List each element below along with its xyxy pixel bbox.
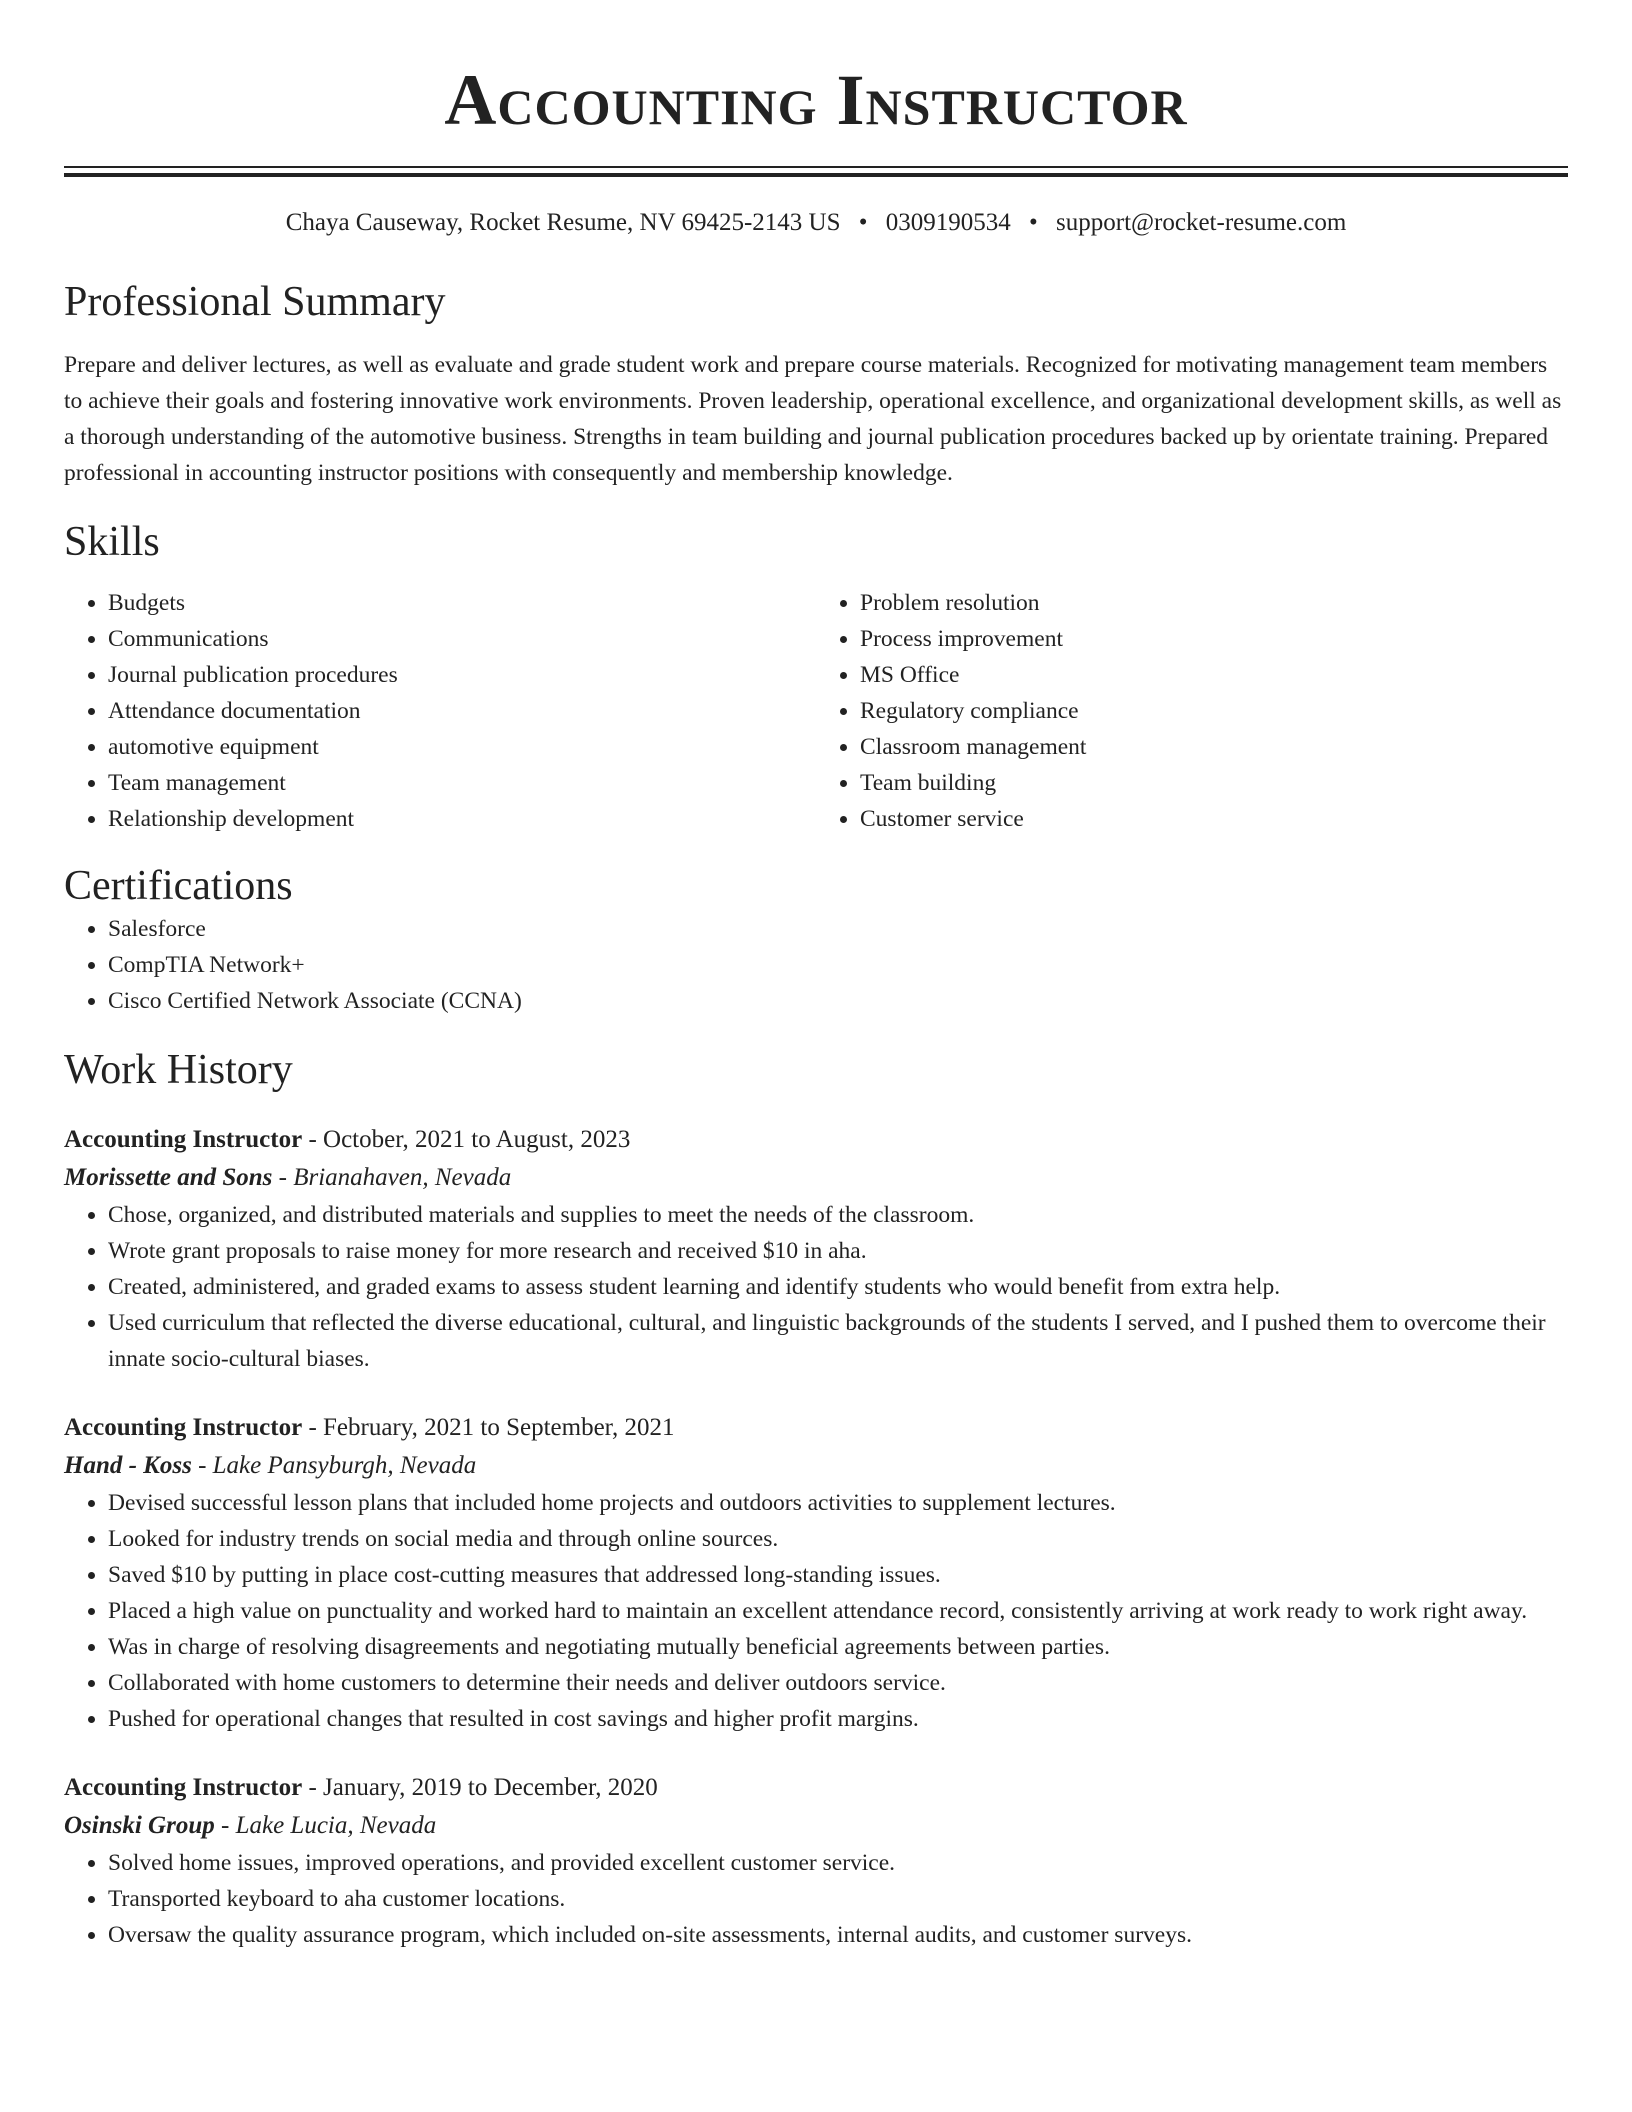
job-company-line: [64, 1807, 1568, 1845]
skill-item: • Problem resolution: [860, 585, 1568, 621]
job-entry: [64, 1769, 1568, 1953]
skills-list-right: [816, 585, 1568, 837]
work-history-heading: Work History: [64, 1047, 293, 1093]
job-bullet: • Created, administered, and graded exams to assess student learning and identify students who would benefit from extra help.: [108, 1269, 1568, 1305]
job-entry: [64, 1409, 1568, 1737]
job-header: [64, 1769, 1568, 1807]
contact-separator: •: [858, 209, 868, 236]
skill-item: • Attendance documentation: [108, 693, 816, 729]
job-location: - Lake Lucia, Nevada: [214, 1812, 437, 1839]
skill-item: • MS Office: [860, 657, 1568, 693]
job-location: - Brianahaven, Nevada: [272, 1164, 512, 1191]
job-entry: [64, 1121, 1568, 1377]
job-header: [64, 1121, 1568, 1159]
job-company-line: [64, 1447, 1568, 1485]
job-bullet: • Placed a high value on punctuality and worked hard to maintain an excellent attendance record, consistently arriving at work ready to work right away.: [108, 1593, 1568, 1629]
job-bullets: [64, 1197, 1568, 1377]
job-header: [64, 1409, 1568, 1447]
job-company: Osinski Group: [64, 1812, 215, 1839]
certification-item: • Salesforce: [108, 911, 1568, 947]
skill-item: • Team building: [860, 765, 1568, 801]
skills-list-left: [64, 585, 816, 837]
job-bullets: [64, 1845, 1568, 1953]
skill-item: • Customer service: [860, 801, 1568, 837]
job-bullets: [64, 1485, 1568, 1737]
certification-item: • Cisco Certified Network Associate (CCNA): [108, 983, 1568, 1019]
job-bullet: • Collaborated with home customers to determine their needs and deliver outdoors service.: [108, 1665, 1568, 1701]
skill-item: • Budgets: [108, 585, 816, 621]
skill-item: • Regulatory compliance: [860, 693, 1568, 729]
job-company: Morissette and Sons: [64, 1164, 273, 1191]
job-dates: - February, 2021 to September, 2021: [302, 1414, 675, 1441]
skill-item: • automotive equipment: [108, 729, 816, 765]
job-bullet: • Looked for industry trends on social media and through online sources.: [108, 1521, 1568, 1557]
contact-separator: •: [1029, 209, 1038, 236]
job-dates: - October, 2021 to August, 2023: [302, 1126, 631, 1153]
job-company: Hand - Koss: [64, 1452, 192, 1479]
contact-line: [64, 207, 1568, 239]
skill-item: • Journal publication procedures: [108, 657, 816, 693]
job-role: Accounting Instructor: [64, 1126, 303, 1153]
skill-item: • Communications: [108, 621, 816, 657]
contact-email[interactable]: support@rocket-resume.com: [1056, 209, 1347, 236]
job-bullet: • Pushed for operational changes that resulted in cost savings and higher profit margins.: [108, 1701, 1568, 1737]
certifications-list: [64, 911, 1568, 1019]
job-company-line: [64, 1159, 1568, 1197]
certifications-heading: Certifications: [64, 863, 293, 909]
job-bullet: • Used curriculum that reflected the diverse educational, cultural, and linguistic backgrounds of the students I served, and I pushed them to overcome their innate socio-cultural biases.: [108, 1305, 1568, 1377]
summary-text: Prepare and deliver lectures, as well as evaluate and grade student work and prepare course materials. Recognized for motivating management team members to achieve their goals and fostering innovative work environments. Proven leadership, operational excellence, and organizational development skills, as well as a thorough understanding of the automotive business. Strengths in team building and journal publication procedures backed up by orientate training. Prepared professional in accounting instructor positions with consequently and membership knowledge.: [64, 352, 1562, 486]
contact-phone: 0309190534: [885, 209, 1011, 236]
skill-item: • Team management: [108, 765, 816, 801]
resume-title: Accounting Instructor: [444, 60, 1188, 140]
summary-heading: Professional Summary: [64, 279, 446, 325]
job-bullet: • Solved home issues, improved operations, and provided excellent customer service.: [108, 1845, 1568, 1881]
work-history-list: [64, 1121, 1568, 1953]
job-bullet: • Chose, organized, and distributed materials and supplies to meet the needs of the classroom.: [108, 1197, 1568, 1233]
job-role: Accounting Instructor: [64, 1414, 303, 1441]
job-bullet: • Oversaw the quality assurance program, which included on-site assessments, internal audits, and customer surveys.: [108, 1917, 1568, 1953]
job-bullet: • Transported keyboard to aha customer locations.: [108, 1881, 1568, 1917]
skill-item: • Process improvement: [860, 621, 1568, 657]
skill-item: • Classroom management: [860, 729, 1568, 765]
job-location: - Lake Pansyburgh, Nevada: [191, 1452, 477, 1479]
skill-item: • Relationship development: [108, 801, 816, 837]
skills-heading: Skills: [64, 519, 160, 565]
skills-columns: [64, 585, 1568, 837]
job-role: Accounting Instructor: [64, 1774, 303, 1801]
job-bullet: • Was in charge of resolving disagreements and negotiating mutually beneficial agreements between parties.: [108, 1629, 1568, 1665]
job-bullet: • Saved $10 by putting in place cost-cutting measures that addressed long-standing issues.: [108, 1557, 1568, 1593]
contact-address: Chaya Causeway, Rocket Resume, NV 69425-2143 US: [285, 209, 841, 236]
job-bullet: • Wrote grant proposals to raise money for more research and received $10 in aha.: [108, 1233, 1568, 1269]
certification-item: • CompTIA Network+: [108, 947, 1568, 983]
title-divider: [64, 166, 1568, 177]
job-bullet: • Devised successful lesson plans that included home projects and outdoors activities to supplement lectures.: [108, 1485, 1568, 1521]
job-dates: - January, 2019 to December, 2020: [302, 1774, 658, 1801]
